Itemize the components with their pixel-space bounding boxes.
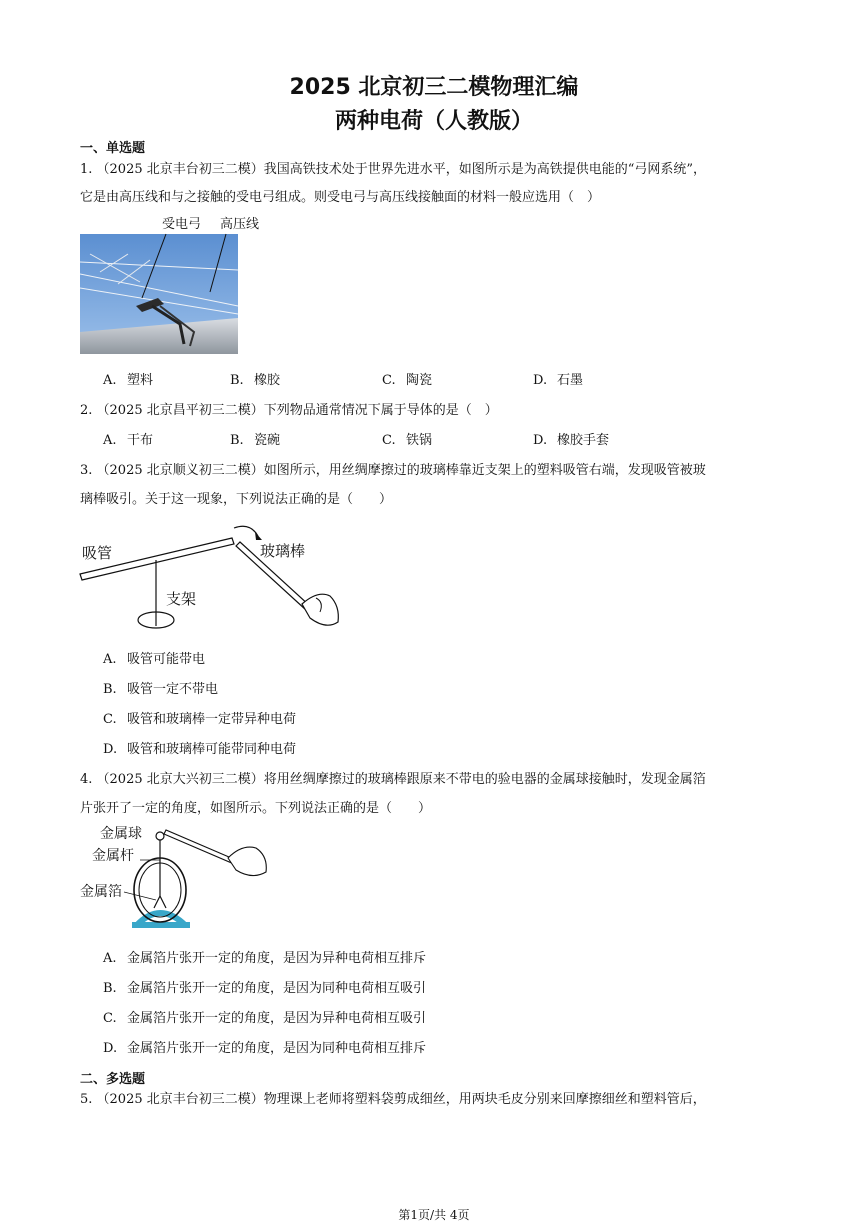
q2-option-c[interactable]: C. 铁锅 [382,433,433,448]
q4-figure [78,822,278,938]
q2-option-b[interactable]: B. 瓷碗 [230,433,281,448]
electroscope-diagram [78,822,278,934]
section-heading-multiple-choice: 二、多选题 [80,1072,146,1087]
q3-stem-line2: 璃棒吸引。关于这一现象，下列说法正确的是（ ） [80,492,393,507]
q3-stem-line1: 3. （2025 北京顺义初三二模）如图所示，用丝绸摩擦过的玻璃棒靠近支架上的塑料吸管右端，发现吸管被玻 [80,463,706,478]
q1-option-c[interactable]: C. 陶瓷 [382,373,433,388]
q2-stem-line1: 2. （2025 北京昌平初三二模）下列物品通常情况下属于导体的是（ ） [80,403,498,418]
q3-option-b[interactable]: B. 吸管一定不带电 [103,682,219,697]
page-footer: 第1页/共 4页 [398,1208,470,1222]
q5-stem-line1: 5. （2025 北京丰台初三二模）物理课上老师将塑料袋剪成细丝，用两块毛皮分别来回摩擦细丝和塑料管后， [80,1092,706,1107]
q3-figure [78,518,348,642]
label-pantograph: 受电弓 [162,217,202,232]
label-high-voltage-line: 高压线 [220,217,260,232]
q3-option-a[interactable]: A. 吸管可能带电 [103,652,206,667]
q4-option-b[interactable]: B. 金属箔片张开一定的角度，是因为同种电荷相互吸引 [103,981,427,996]
q1-stem-line1: 1. （2025 北京丰台初三二模）我国高铁技术处于世界先进水平，如图所示是为高铁提供电能的“弓网系统”， [80,162,707,177]
q2-option-a[interactable]: A. 干布 [103,433,154,448]
q4-stem-line2: 片张开了一定的角度，如图所示。下列说法正确的是（ ） [80,801,432,816]
q4-option-a[interactable]: A. 金属箔片张开一定的角度，是因为异种电荷相互排斥 [103,951,427,966]
section-heading-single-choice: 一、单选题 [80,141,146,156]
q4-option-c[interactable]: C. 金属箔片张开一定的角度，是因为异种电荷相互吸引 [103,1011,427,1026]
q2-option-d[interactable]: D. 橡胶手套 [533,433,610,448]
q1-option-d[interactable]: D. 石墨 [533,373,584,388]
pantograph-photo [80,214,280,356]
document-title: 2025 北京初三二模物理汇编 [289,75,579,100]
q3-option-c[interactable]: C. 吸管和玻璃棒一定带异种电荷 [103,712,297,727]
label-metal-rod: 金属杆 [92,848,134,864]
label-straw: 吸管 [82,544,113,562]
q4-stem-line1: 4. （2025 北京大兴初三二模）将用丝绸摩擦过的玻璃棒跟原来不带电的验电器的金属球接触时，发现金属箔 [80,772,706,787]
label-metal-ball: 金属球 [100,826,142,842]
q1-option-a[interactable]: A. 塑料 [103,373,154,388]
label-metal-foil: 金属箔 [80,884,122,900]
q3-option-d[interactable]: D. 吸管和玻璃棒可能带同种电荷 [103,742,297,757]
q1-stem-line2: 它是由高压线和与之接触的受电弓组成。则受电弓与高压线接触面的材料一般应选用（ ） [80,190,601,205]
straw-rod-diagram [78,518,348,638]
q4-option-d[interactable]: D. 金属箔片张开一定的角度，是因为同种电荷相互排斥 [103,1041,427,1056]
document-subtitle: 两种电荷（人教版） [334,109,533,134]
label-stand: 支架 [166,590,197,608]
label-glass-rod: 玻璃棒 [260,542,306,560]
q1-figure [80,214,280,360]
q1-option-b[interactable]: B. 橡胶 [230,373,281,388]
